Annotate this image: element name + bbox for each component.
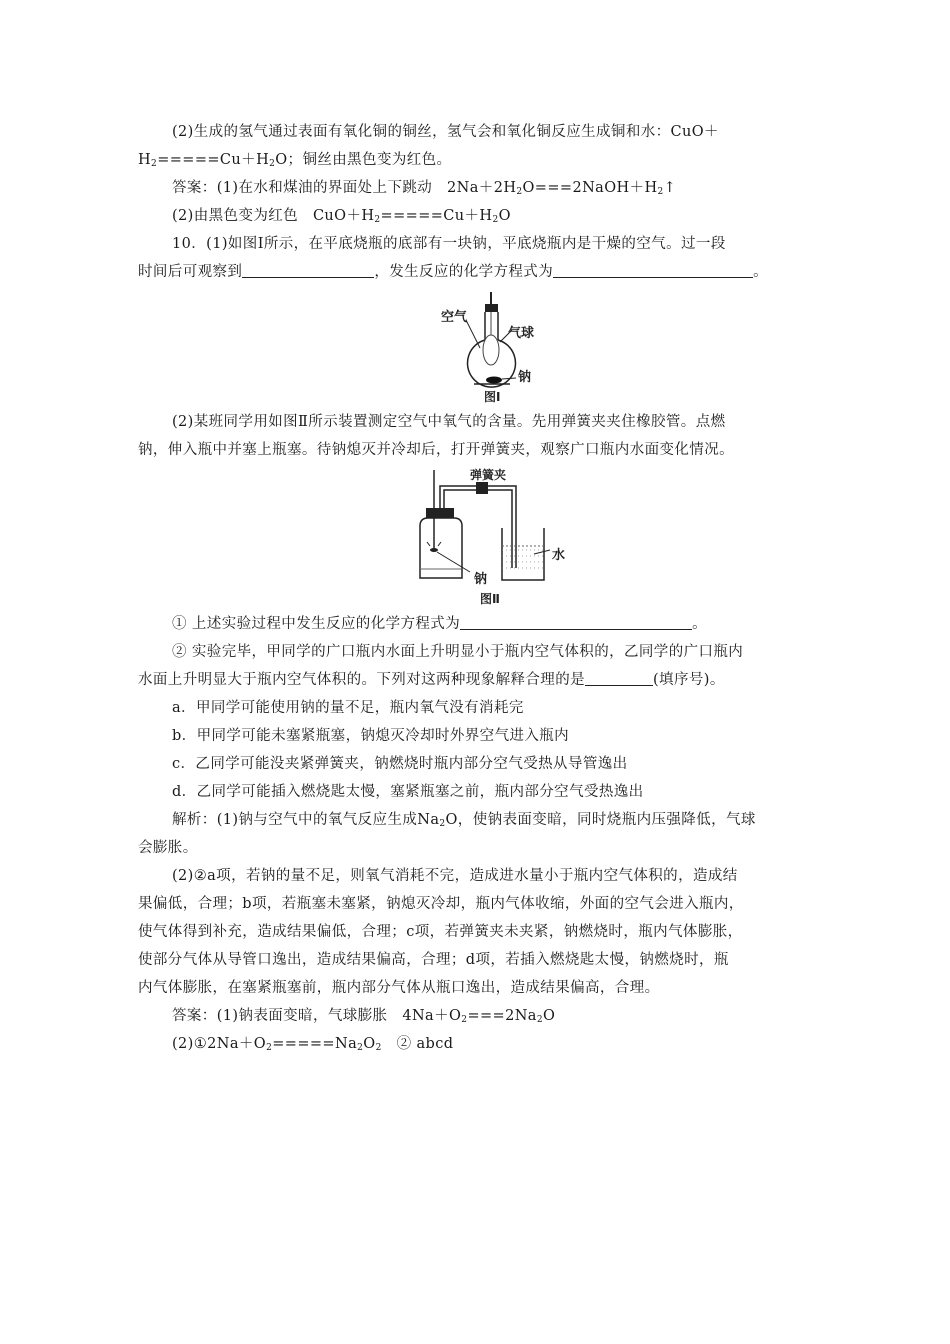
analysis-line [138, 950, 818, 970]
subscript: 2 [516, 187, 523, 197]
question-line [172, 614, 852, 634]
text: c．乙同学可能没夹紧弹簧夹，钠燃烧时瓶内部分空气受热从导管逸出 [172, 756, 628, 772]
text: ↑ [663, 180, 677, 196]
analysis-line [172, 810, 852, 830]
option-d [172, 782, 852, 802]
subscript: 2 [151, 159, 158, 169]
analysis-line [138, 894, 818, 914]
answer-line [172, 1006, 852, 1026]
text: =====Na [272, 1036, 358, 1052]
answer-blank[interactable] [242, 263, 374, 278]
option-c [172, 754, 852, 774]
figure-2-caption: 图Ⅱ [480, 592, 500, 606]
question-line [172, 234, 852, 254]
option-a [172, 698, 852, 718]
text: 解析：(1)钠与空气中的氧气反应生成Na [172, 812, 440, 828]
label-balloon: 气球 [508, 326, 535, 341]
text: 答案：(1)在水和煤油的界面处上下跳动 2Na＋2H [172, 180, 517, 196]
text: a．甲同学可能使用钠的量不足，瓶内氧气没有消耗完 [172, 700, 524, 716]
analysis-line [138, 838, 818, 858]
text: 钠，伸入瓶中并塞上瓶塞。待钠熄灭并冷却后，打开弹簧夹，观察广口瓶内水面变化情况。 [138, 442, 734, 458]
text: 答案：(1)钠表面变暗，气球膨胀 4Na＋O [172, 1008, 462, 1024]
text: b．甲同学可能未塞紧瓶塞，钠熄灭冷却时外界空气进入瓶内 [172, 728, 570, 744]
answer-line [172, 178, 852, 198]
subscript: 2 [657, 187, 664, 197]
label-sodium: 钠 [518, 370, 532, 385]
subscript: 2 [269, 159, 276, 169]
question-line [138, 670, 818, 690]
answer-blank[interactable] [585, 671, 653, 686]
text: 会膨胀。 [138, 840, 198, 856]
analysis-line [138, 922, 818, 942]
figure-2-apparatus [410, 468, 570, 588]
label-spring-clip: 弹簧夹 [470, 468, 507, 482]
text: O===2NaOH＋H [522, 180, 658, 196]
question-line [138, 262, 818, 282]
text: O，使钠表面变暗，同时烧瓶内压强降低，气球 [445, 812, 756, 828]
label-sodium-2: 钠 [474, 572, 488, 587]
question-line [172, 412, 852, 432]
text: H [138, 152, 152, 168]
analysis-line [138, 978, 818, 998]
text: 使部分气体从导管口逸出，造成结果偏高，合理；d项，若插入燃烧匙太慢，钠燃烧时，瓶 [138, 952, 729, 968]
text: (2)由黑色变为红色 CuO＋H [172, 208, 375, 224]
figure-1-caption: 图Ⅰ [484, 390, 501, 404]
figure-1-flask [440, 290, 560, 390]
text-line [172, 122, 852, 142]
answer-blank[interactable] [553, 263, 753, 278]
text: d．乙同学可能插入燃烧匙太慢，塞紧瓶塞之前，瓶内部分空气受热逸出 [172, 784, 644, 800]
analysis-line [172, 866, 852, 886]
text: (2)②a项，若钠的量不足，则氧气消耗不完，造成进水量小于瓶内空气体积的，造成结 [172, 868, 738, 884]
question-line [138, 440, 818, 460]
label-water: 水 [552, 548, 566, 563]
answer-blank[interactable] [460, 615, 692, 630]
text: O [542, 1008, 556, 1024]
subscript: 2 [374, 215, 381, 225]
subscript: 2 [439, 819, 446, 829]
text: O；铜丝由黑色变为红色。 [275, 152, 452, 168]
subscript: 2 [357, 1043, 364, 1053]
question-line [172, 642, 852, 662]
text: 内气体膨胀，在塞紧瓶塞前，瓶内部分气体从瓶口逸出，造成结果偏高，合理。 [138, 980, 660, 996]
text: ，发生反应的化学方程式为 [374, 264, 554, 280]
text: (2)①2Na＋O [172, 1036, 267, 1052]
subscript: 2 [536, 1015, 543, 1025]
answer-line [172, 1034, 852, 1054]
text: 水面上升明显大于瓶内空气体积的。下列对这两种现象解释合理的是 [138, 672, 585, 688]
text: (2)某班同学用如图Ⅱ所示装置测定空气中氧气的含量。先用弹簧夹夹住橡胶管。点燃 [172, 414, 726, 430]
text: 。 [692, 616, 708, 632]
text: 果偏低，合理；b项，若瓶塞未塞紧，钠熄灭冷却，瓶内气体收缩，外面的空气会进入瓶内， [138, 896, 744, 912]
text: ② abcd [381, 1036, 454, 1052]
text: ===2Na [467, 1008, 537, 1024]
subscript: 2 [375, 1043, 382, 1053]
text: O [498, 208, 511, 224]
text: 使气体得到补充，造成结果偏低，合理；c项，若弹簧夹未夹紧，钠燃烧时，瓶内气体膨胀， [138, 924, 743, 940]
text: ② 实验完毕，甲同学的广口瓶内水面上升明显小于瓶内空气体积的，乙同学的广口瓶内 [172, 644, 744, 660]
text: 时间后可观察到 [138, 264, 243, 280]
text: (2)生成的氢气通过表面有氧化铜的铜丝，氢气会和氧化铜反应生成铜和水：CuO＋ [172, 124, 719, 140]
subscript: 2 [266, 1043, 273, 1053]
text: (填序号)。 [653, 672, 725, 688]
label-air: 空气 [441, 310, 468, 325]
text: ① 上述实验过程中发生反应的化学方程式为 [172, 616, 461, 632]
text: =====Cu＋H [157, 152, 270, 168]
text: 10．(1)如图Ⅰ所示，在平底烧瓶的底部有一块钠，平底烧瓶内是干燥的空气。过一段 [172, 236, 726, 252]
text: O [363, 1036, 376, 1052]
text: =====Cu＋H [380, 208, 493, 224]
subscript: 2 [492, 215, 499, 225]
answer-line [172, 206, 852, 226]
subscript: 2 [461, 1015, 468, 1025]
option-b [172, 726, 852, 746]
text: 。 [753, 264, 769, 280]
text-line [138, 150, 818, 170]
